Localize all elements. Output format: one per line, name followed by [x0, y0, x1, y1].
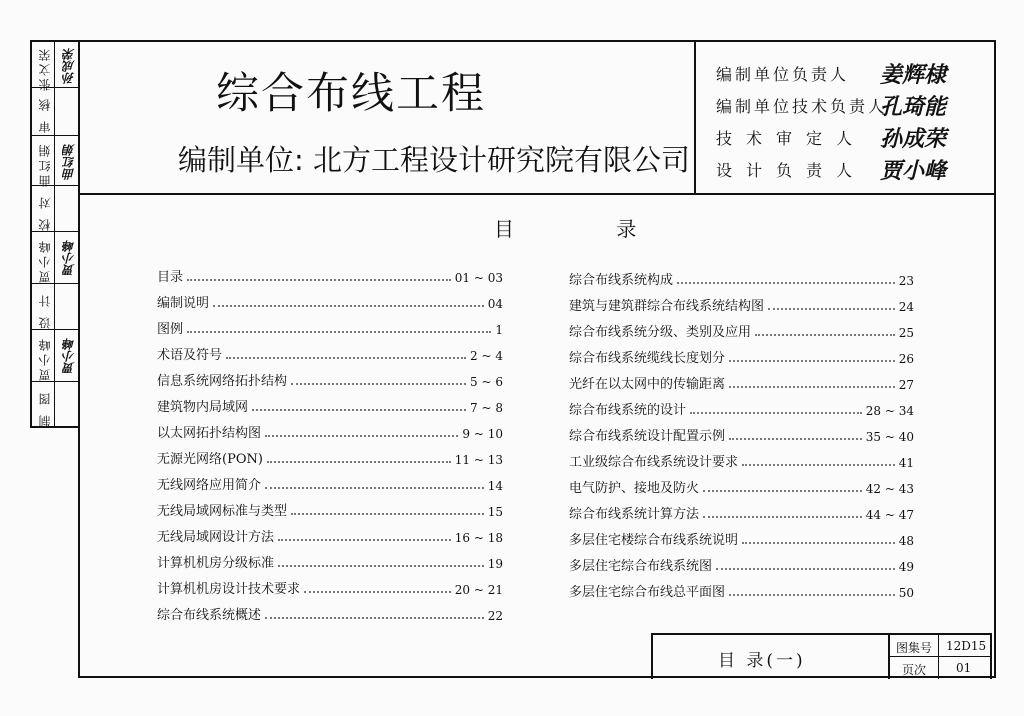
toc-label: 以太网拓扑结构图: [157, 426, 262, 441]
toc-label: 综合布线系统的设计: [569, 403, 687, 418]
leader-dots: [265, 434, 458, 437]
toc-entry[interactable]: [157, 473, 503, 493]
toc-entry[interactable]: [157, 499, 503, 519]
toc-entry[interactable]: [157, 343, 503, 363]
signature-technical-reviewer: 孙成荣: [880, 127, 947, 152]
toc-entry[interactable]: [569, 346, 914, 366]
toc-entry[interactable]: [569, 424, 914, 444]
toc-label: 无线局域网标准与类型: [157, 504, 288, 519]
toc-entry[interactable]: [569, 268, 914, 288]
toc-label: 多层住宅综合布线系统图: [569, 559, 713, 574]
toc-label: 编制说明: [157, 296, 210, 311]
toc-page: 48: [898, 534, 914, 548]
toc-page: 11 ~ 13: [454, 453, 503, 467]
role-technical-reviewer: 技术审定人: [716, 129, 867, 148]
toc-label: 综合布线系统概述: [157, 608, 262, 623]
strip-signature: 贾小峰: [62, 338, 76, 374]
toc-page: 20 ~ 21: [454, 583, 503, 597]
toc-label: 计算机机房设计技术要求: [157, 582, 301, 597]
leader-dots: [729, 359, 895, 362]
toc-entry[interactable]: [569, 398, 914, 418]
leader-dots: [742, 463, 895, 466]
toc-page: 24: [898, 300, 914, 314]
toc-label: 工业级综合布线系统设计要求: [569, 455, 739, 470]
leader-dots: [265, 486, 484, 489]
toc-label: 电气防护、接地及防火: [569, 481, 700, 496]
toc-entry[interactable]: [569, 372, 914, 392]
toc-page: 41: [898, 456, 914, 470]
toc-label: 多层住宅楼综合布线系统说明: [569, 533, 739, 548]
toc-entry[interactable]: [157, 577, 503, 597]
toc-page: 22: [487, 609, 503, 623]
leader-dots: [291, 512, 484, 515]
toc-page: 19: [487, 557, 503, 571]
toc-page: 2 ~ 4: [470, 349, 503, 363]
toc-entry[interactable]: [157, 603, 503, 623]
toc-label: 无线局域网设计方法: [157, 530, 275, 545]
toc-label: 术语及符号: [157, 348, 223, 363]
toc-page: 23: [898, 274, 914, 288]
toc-label: 综合布线系统缆线长度划分: [569, 351, 726, 366]
toc-page: 1: [495, 323, 503, 337]
leader-dots: [265, 616, 484, 619]
atlas-number: 12D15: [946, 639, 987, 653]
toc-page: 27: [898, 378, 914, 392]
leader-dots: [278, 564, 484, 567]
leader-dots: [252, 408, 466, 411]
toc-heading: 目 录: [494, 217, 685, 241]
toc-entry[interactable]: [157, 395, 503, 415]
toc-entry[interactable]: [157, 421, 503, 441]
toc-entry[interactable]: [157, 369, 503, 389]
toc-page: 7 ~ 8: [470, 401, 503, 415]
toc-label: 综合布线系统分级、类别及应用: [569, 325, 752, 340]
leader-dots: [755, 333, 895, 336]
signature-design-head: 贾小峰: [880, 159, 947, 184]
leader-dots: [226, 356, 466, 359]
toc-entry[interactable]: [157, 551, 503, 571]
toc-entry[interactable]: [569, 580, 914, 600]
role-unit-head: 编制单位负责人: [716, 65, 850, 84]
strip-label: 贾小峰: [38, 336, 52, 381]
toc-entry[interactable]: [569, 554, 914, 574]
strip-label: 设 计: [38, 292, 52, 329]
strip-label: 张文荣: [38, 46, 52, 91]
toc-page: 25: [898, 326, 914, 340]
toc-page: 50: [898, 586, 914, 600]
toc-page: 35 ~ 40: [865, 430, 914, 444]
title-block-divider: [888, 656, 992, 657]
leader-dots: [729, 385, 895, 388]
toc-page: 28 ~ 34: [865, 404, 914, 418]
leader-dots: [742, 541, 895, 544]
toc-page: 5 ~ 6: [470, 375, 503, 389]
strip-signature: 贾小峰: [62, 240, 76, 276]
toc-entry[interactable]: [157, 525, 503, 545]
strip-signature: 孙成荣: [62, 48, 76, 84]
toc-page: 26: [898, 352, 914, 366]
toc-entry[interactable]: [157, 265, 503, 285]
leader-dots: [304, 590, 451, 593]
toc-entry[interactable]: [569, 476, 914, 496]
leader-dots: [213, 304, 484, 307]
toc-label: 计算机机房分级标准: [157, 556, 275, 571]
toc-label: 目录: [157, 270, 184, 285]
strip-signature: 曲红娟: [62, 144, 76, 180]
toc-entry[interactable]: [569, 502, 914, 522]
toc-label: 无源光网络(PON): [157, 452, 263, 467]
strip-label: 校 对: [38, 194, 52, 231]
toc-label: 无线网络应用简介: [157, 478, 262, 493]
leader-dots: [291, 382, 466, 385]
toc-page: 04: [487, 297, 503, 311]
toc-page: 14: [487, 479, 503, 493]
toc-label: 图例: [157, 322, 184, 337]
strip-label: 制 图: [38, 390, 52, 427]
organization-line: 编制单位: 北方工程设计研究院有限公司: [178, 143, 690, 177]
toc-entry[interactable]: [157, 291, 503, 311]
toc-label: 多层住宅综合布线总平面图: [569, 585, 726, 600]
toc-label: 综合布线系统计算方法: [569, 507, 700, 522]
toc-page: 16 ~ 18: [454, 531, 503, 545]
toc-page: 49: [898, 560, 914, 574]
leader-dots: [267, 460, 451, 463]
toc-label: 光纤在以太网中的传输距离: [569, 377, 726, 392]
page-number-label: 页次: [902, 663, 927, 677]
toc-page: 42 ~ 43: [865, 482, 914, 496]
signature-technical-head: 孔琦能: [880, 95, 947, 120]
toc-entry[interactable]: [157, 447, 503, 467]
leader-dots: [703, 489, 862, 492]
toc-entry[interactable]: [157, 317, 503, 337]
strip-label: 曲红娟: [38, 142, 52, 187]
toc-page: 15: [487, 505, 503, 519]
leader-dots: [716, 567, 895, 570]
leader-dots: [187, 330, 491, 333]
toc-entry[interactable]: [569, 320, 914, 340]
header-divider: [78, 193, 996, 195]
toc-label: 综合布线系统设计配置示例: [569, 429, 726, 444]
role-design-head: 设计负责人: [716, 161, 867, 180]
leader-dots: [677, 281, 895, 284]
strip-label: 审 核: [38, 96, 52, 133]
header-vertical-divider: [694, 40, 696, 193]
toc-entry[interactable]: [569, 450, 914, 470]
toc-entry[interactable]: [569, 294, 914, 314]
toc-label: 综合布线系统构成: [569, 273, 674, 288]
toc-entry[interactable]: [569, 528, 914, 548]
leader-dots: [278, 538, 451, 541]
toc-page: 44 ~ 47: [865, 508, 914, 522]
toc-label: 信息系统网络拓扑结构: [157, 374, 288, 389]
leader-dots: [729, 593, 895, 596]
sheet-title: 目 录(一): [718, 651, 806, 671]
toc-page: 01 ~ 03: [454, 271, 503, 285]
toc-label: 建筑物内局域网: [157, 400, 249, 415]
atlas-number-label: 图集号: [896, 641, 933, 655]
toc-label: 建筑与建筑群综合布线系统结构图: [569, 299, 765, 314]
leader-dots: [768, 307, 895, 310]
page-number: 01: [956, 661, 972, 675]
leader-dots: [187, 278, 451, 281]
strip-label: 贾小峰: [38, 238, 52, 283]
toc-page: 9 ~ 10: [462, 427, 503, 441]
role-technical-head: 编制单位技术负责人: [716, 97, 888, 116]
leader-dots: [729, 437, 862, 440]
leader-dots: [703, 515, 862, 518]
leader-dots: [690, 411, 862, 414]
document-title: 综合布线工程: [216, 69, 486, 119]
signature-unit-head: 姜辉棣: [880, 63, 947, 88]
